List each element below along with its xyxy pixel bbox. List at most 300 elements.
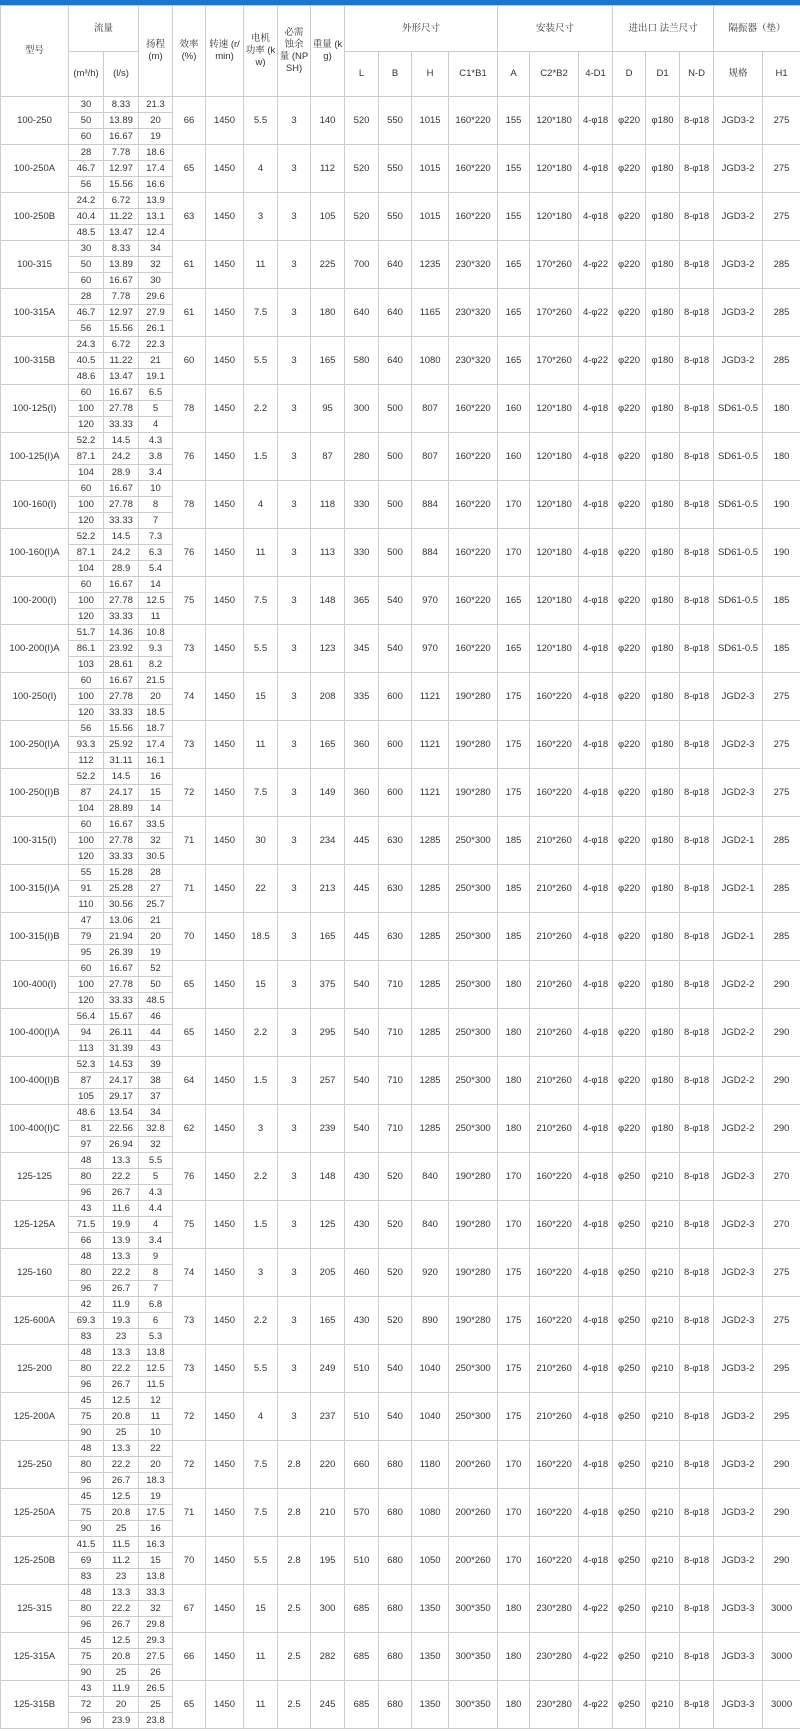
cell-C1B1: 250*300	[449, 1345, 498, 1393]
cell-flow-ls: 24.2	[104, 545, 139, 561]
cell-head: 13.9	[139, 193, 173, 209]
cell-flow-ls: 25	[104, 1665, 139, 1681]
cell-D1: φ180	[646, 289, 680, 337]
header-isolator: 隔振器（垫）	[714, 6, 800, 52]
cell-D1: φ180	[646, 865, 680, 913]
cell-H1: 275	[763, 97, 800, 145]
cell-flow-ls: 13.47	[104, 225, 139, 241]
cell-head: 13.8	[139, 1345, 173, 1361]
cell-B: 520	[379, 1201, 412, 1249]
cell-flow-ls: 27.78	[104, 689, 139, 705]
cell-head: 7	[139, 1281, 173, 1297]
cell-ND: 8-φ18	[680, 1201, 714, 1249]
cell-head: 33.5	[139, 817, 173, 833]
cell-flow-m3h: 45	[69, 1633, 104, 1649]
cell-flow-ls: 12.5	[104, 1633, 139, 1649]
cell-C1B1: 250*300	[449, 1009, 498, 1057]
cell-L: 540	[345, 961, 379, 1009]
cell-eff: 71	[173, 865, 206, 913]
cell-flow-m3h: 75	[69, 1409, 104, 1425]
cell-C2B2: 120*180	[530, 481, 579, 529]
cell-flow-m3h: 96	[69, 1377, 104, 1393]
cell-model: 100-315(I)B	[1, 913, 69, 961]
cell-model: 100-200(I)A	[1, 625, 69, 673]
cell-flow-m3h: 113	[69, 1041, 104, 1057]
cell-C1B1: 250*300	[449, 913, 498, 961]
cell-power: 15	[244, 961, 278, 1009]
cell-spec: JGD2-2	[714, 1057, 763, 1105]
cell-flow-m3h: 90	[69, 1521, 104, 1537]
header-4D1: 4-D1	[579, 52, 613, 97]
cell-D4: 4-φ18	[579, 385, 613, 433]
cell-flow-m3h: 52.2	[69, 769, 104, 785]
cell-D: φ250	[613, 1393, 646, 1441]
cell-eff: 66	[173, 1633, 206, 1681]
table-row	[1, 385, 800, 401]
cell-speed: 1450	[206, 913, 244, 961]
cell-eff: 75	[173, 577, 206, 625]
cell-H1: 290	[763, 1537, 800, 1585]
cell-spec: JGD2-3	[714, 1297, 763, 1345]
cell-A: 175	[498, 721, 530, 769]
cell-H: 1350	[412, 1585, 449, 1633]
cell-flow-ls: 13.47	[104, 369, 139, 385]
cell-weight: 208	[311, 673, 345, 721]
cell-flow-m3h: 95	[69, 945, 104, 961]
cell-weight: 165	[311, 721, 345, 769]
cell-B: 630	[379, 817, 412, 865]
cell-flow-ls: 33.33	[104, 993, 139, 1009]
cell-flow-ls: 22.2	[104, 1361, 139, 1377]
cell-eff: 71	[173, 1489, 206, 1537]
cell-flow-ls: 20	[104, 1697, 139, 1713]
cell-eff: 74	[173, 1249, 206, 1297]
cell-speed: 1450	[206, 1393, 244, 1441]
header-A: A	[498, 52, 530, 97]
cell-B: 550	[379, 193, 412, 241]
cell-ND: 8-φ18	[680, 1441, 714, 1489]
table-row	[1, 289, 800, 305]
cell-power: 5.5	[244, 337, 278, 385]
cell-D4: 4-φ18	[579, 1345, 613, 1393]
cell-H1: 275	[763, 721, 800, 769]
cell-head: 27.9	[139, 305, 173, 321]
cell-C1B1: 190*280	[449, 769, 498, 817]
cell-H1: 285	[763, 913, 800, 961]
cell-H: 1040	[412, 1393, 449, 1441]
cell-head: 52	[139, 961, 173, 977]
cell-speed: 1450	[206, 1345, 244, 1393]
cell-A: 180	[498, 1681, 530, 1729]
cell-flow-m3h: 56.4	[69, 1009, 104, 1025]
cell-speed: 1450	[206, 145, 244, 193]
cell-B: 710	[379, 1009, 412, 1057]
cell-C2B2: 160*220	[530, 1153, 579, 1201]
cell-model: 100-125(I)	[1, 385, 69, 433]
cell-flow-m3h: 48	[69, 1153, 104, 1169]
cell-power: 4	[244, 481, 278, 529]
cell-flow-ls: 26.11	[104, 1025, 139, 1041]
cell-flow-ls: 20.8	[104, 1409, 139, 1425]
cell-speed: 1450	[206, 673, 244, 721]
cell-C2B2: 120*180	[530, 577, 579, 625]
cell-ND: 8-φ18	[680, 289, 714, 337]
cell-D: φ250	[613, 1633, 646, 1681]
cell-D: φ220	[613, 529, 646, 577]
table-row	[1, 193, 800, 209]
cell-flow-ls: 7.78	[104, 289, 139, 305]
table-row	[1, 721, 800, 737]
cell-D1: φ180	[646, 433, 680, 481]
cell-head: 26	[139, 1665, 173, 1681]
cell-C2B2: 170*260	[530, 337, 579, 385]
cell-D1: φ180	[646, 961, 680, 1009]
cell-L: 510	[345, 1345, 379, 1393]
cell-head: 37	[139, 1089, 173, 1105]
cell-D4: 4-φ18	[579, 721, 613, 769]
cell-D: φ220	[613, 1057, 646, 1105]
header-C1B1: C1*B1	[449, 52, 498, 97]
cell-head: 22	[139, 1441, 173, 1457]
cell-spec: JGD2-1	[714, 865, 763, 913]
cell-flow-m3h: 80	[69, 1169, 104, 1185]
cell-ND: 8-φ18	[680, 769, 714, 817]
cell-D4: 4-φ18	[579, 433, 613, 481]
cell-flow-ls: 16.67	[104, 129, 139, 145]
cell-head: 18.7	[139, 721, 173, 737]
cell-flow-ls: 11.9	[104, 1297, 139, 1313]
cell-flow-m3h: 120	[69, 609, 104, 625]
cell-flow-m3h: 87	[69, 785, 104, 801]
cell-ND: 8-φ18	[680, 961, 714, 1009]
cell-weight: 105	[311, 193, 345, 241]
cell-weight: 148	[311, 577, 345, 625]
cell-flow-ls: 22.2	[104, 1265, 139, 1281]
cell-speed: 1450	[206, 241, 244, 289]
cell-power: 22	[244, 865, 278, 913]
cell-flow-m3h: 120	[69, 513, 104, 529]
cell-head: 16	[139, 1521, 173, 1537]
cell-H1: 285	[763, 817, 800, 865]
cell-D: φ220	[613, 1009, 646, 1057]
cell-L: 540	[345, 1105, 379, 1153]
cell-D4: 4-φ22	[579, 241, 613, 289]
header-install: 安装尺寸	[498, 6, 613, 52]
cell-eff: 72	[173, 1393, 206, 1441]
cell-H1: 290	[763, 1489, 800, 1537]
cell-flow-m3h: 104	[69, 801, 104, 817]
cell-H1: 275	[763, 145, 800, 193]
cell-H1: 285	[763, 337, 800, 385]
cell-B: 550	[379, 145, 412, 193]
cell-head: 19	[139, 129, 173, 145]
cell-H1: 285	[763, 865, 800, 913]
cell-weight: 123	[311, 625, 345, 673]
cell-flow-m3h: 48	[69, 1249, 104, 1265]
table-row	[1, 817, 800, 833]
cell-spec: JGD2-3	[714, 1249, 763, 1297]
cell-flow-m3h: 52.2	[69, 433, 104, 449]
cell-flow-ls: 22.56	[104, 1121, 139, 1137]
cell-head: 21.3	[139, 97, 173, 113]
cell-speed: 1450	[206, 1633, 244, 1681]
cell-H: 970	[412, 577, 449, 625]
cell-D1: φ180	[646, 241, 680, 289]
table-row	[1, 481, 800, 497]
cell-model: 100-250A	[1, 145, 69, 193]
cell-D4: 4-φ18	[579, 529, 613, 577]
cell-npsh: 2.5	[278, 1633, 311, 1681]
cell-D: φ220	[613, 577, 646, 625]
cell-C1B1: 190*280	[449, 673, 498, 721]
cell-weight: 375	[311, 961, 345, 1009]
header-H1: H1	[763, 52, 800, 97]
cell-power: 5.5	[244, 97, 278, 145]
cell-flow-ls: 13.06	[104, 913, 139, 929]
cell-head: 7.3	[139, 529, 173, 545]
cell-flow-ls: 16.67	[104, 577, 139, 593]
cell-eff: 65	[173, 1681, 206, 1729]
cell-eff: 76	[173, 529, 206, 577]
cell-C2B2: 160*220	[530, 1537, 579, 1585]
cell-A: 175	[498, 769, 530, 817]
cell-D: φ220	[613, 481, 646, 529]
cell-spec: JGD2-2	[714, 961, 763, 1009]
cell-power: 4	[244, 1393, 278, 1441]
cell-head: 18.3	[139, 1473, 173, 1489]
cell-model: 100-200(I)	[1, 577, 69, 625]
cell-B: 710	[379, 1105, 412, 1153]
cell-L: 430	[345, 1201, 379, 1249]
cell-D: φ250	[613, 1345, 646, 1393]
cell-L: 580	[345, 337, 379, 385]
cell-ND: 8-φ18	[680, 1105, 714, 1153]
cell-flow-ls: 31.11	[104, 753, 139, 769]
cell-flow-ls: 12.97	[104, 161, 139, 177]
cell-flow-ls: 14.53	[104, 1057, 139, 1073]
cell-npsh: 3	[278, 97, 311, 145]
cell-D1: φ180	[646, 145, 680, 193]
table-row	[1, 1201, 800, 1217]
header-spec: 规格	[714, 52, 763, 97]
cell-D4: 4-φ18	[579, 1249, 613, 1297]
cell-weight: 87	[311, 433, 345, 481]
cell-flow-m3h: 56	[69, 321, 104, 337]
cell-speed: 1450	[206, 97, 244, 145]
cell-head: 46	[139, 1009, 173, 1025]
cell-ND: 8-φ18	[680, 1585, 714, 1633]
cell-flow-m3h: 50	[69, 113, 104, 129]
cell-A: 180	[498, 1105, 530, 1153]
cell-C1B1: 230*320	[449, 337, 498, 385]
cell-ND: 8-φ18	[680, 1153, 714, 1201]
cell-C2B2: 160*220	[530, 1297, 579, 1345]
cell-L: 460	[345, 1249, 379, 1297]
cell-C2B2: 210*260	[530, 913, 579, 961]
cell-eff: 61	[173, 241, 206, 289]
cell-B: 600	[379, 673, 412, 721]
cell-flow-ls: 20.8	[104, 1505, 139, 1521]
cell-C2B2: 120*180	[530, 625, 579, 673]
cell-D4: 4-φ22	[579, 337, 613, 385]
cell-flow-ls: 6.72	[104, 193, 139, 209]
cell-eff: 71	[173, 817, 206, 865]
cell-flow-m3h: 24.3	[69, 337, 104, 353]
cell-ND: 8-φ18	[680, 1681, 714, 1729]
cell-head: 8	[139, 497, 173, 513]
cell-H: 840	[412, 1201, 449, 1249]
cell-H: 1285	[412, 865, 449, 913]
cell-D1: φ180	[646, 1105, 680, 1153]
cell-D4: 4-φ18	[579, 481, 613, 529]
table-row	[1, 1297, 800, 1313]
cell-power: 2.2	[244, 1009, 278, 1057]
cell-flow-m3h: 56	[69, 177, 104, 193]
cell-C2B2: 160*220	[530, 1201, 579, 1249]
cell-C1B1: 200*260	[449, 1537, 498, 1585]
cell-head: 4.4	[139, 1201, 173, 1217]
cell-D1: φ210	[646, 1681, 680, 1729]
cell-head: 12	[139, 1393, 173, 1409]
cell-power: 1.5	[244, 433, 278, 481]
cell-L: 330	[345, 481, 379, 529]
cell-ND: 8-φ18	[680, 865, 714, 913]
cell-spec: JGD2-3	[714, 1153, 763, 1201]
cell-model: 100-250	[1, 97, 69, 145]
cell-L: 445	[345, 913, 379, 961]
cell-C2B2: 160*220	[530, 769, 579, 817]
header-dimensions: 外形尺寸	[345, 6, 498, 52]
cell-A: 175	[498, 1345, 530, 1393]
cell-flow-m3h: 100	[69, 497, 104, 513]
cell-H1: 3000	[763, 1633, 800, 1681]
cell-speed: 1450	[206, 1057, 244, 1105]
cell-ND: 8-φ18	[680, 337, 714, 385]
cell-flow-ls: 33.33	[104, 609, 139, 625]
cell-D1: φ180	[646, 529, 680, 577]
cell-flow-m3h: 90	[69, 1665, 104, 1681]
cell-flow-ls: 11.6	[104, 1201, 139, 1217]
header-weight: 重量 (kg)	[311, 6, 345, 97]
cell-C1B1: 190*280	[449, 1297, 498, 1345]
cell-npsh: 3	[278, 193, 311, 241]
cell-C2B2: 230*280	[530, 1633, 579, 1681]
cell-weight: 165	[311, 337, 345, 385]
cell-spec: JGD2-3	[714, 1201, 763, 1249]
cell-C2B2: 210*260	[530, 1345, 579, 1393]
cell-H1: 275	[763, 1249, 800, 1297]
cell-head: 29.8	[139, 1617, 173, 1633]
cell-flow-m3h: 24.2	[69, 193, 104, 209]
cell-ND: 8-φ18	[680, 241, 714, 289]
cell-C1B1: 230*320	[449, 241, 498, 289]
cell-flow-m3h: 48	[69, 1345, 104, 1361]
cell-flow-m3h: 94	[69, 1025, 104, 1041]
cell-ND: 8-φ18	[680, 193, 714, 241]
cell-head: 43	[139, 1041, 173, 1057]
table-row	[1, 865, 800, 881]
cell-C2B2: 210*260	[530, 817, 579, 865]
cell-ND: 8-φ18	[680, 673, 714, 721]
cell-D1: φ210	[646, 1153, 680, 1201]
cell-spec: JGD3-2	[714, 1489, 763, 1537]
cell-H: 884	[412, 481, 449, 529]
cell-flow-ls: 24.17	[104, 785, 139, 801]
cell-head: 19.1	[139, 369, 173, 385]
cell-spec: JGD3-3	[714, 1681, 763, 1729]
cell-flow-ls: 8.33	[104, 241, 139, 257]
table-header	[1, 6, 800, 97]
cell-flow-ls: 23.9	[104, 1713, 139, 1729]
cell-flow-ls: 16.67	[104, 961, 139, 977]
cell-eff: 75	[173, 1201, 206, 1249]
cell-flow-m3h: 48.6	[69, 1105, 104, 1121]
cell-C1B1: 250*300	[449, 961, 498, 1009]
cell-model: 100-250B	[1, 193, 69, 241]
cell-npsh: 3	[278, 1201, 311, 1249]
cell-H: 1285	[412, 961, 449, 1009]
cell-C1B1: 250*300	[449, 1393, 498, 1441]
cell-ND: 8-φ18	[680, 385, 714, 433]
cell-D: φ220	[613, 817, 646, 865]
cell-flow-ls: 13.3	[104, 1585, 139, 1601]
cell-head: 6.8	[139, 1297, 173, 1313]
cell-D: φ250	[613, 1153, 646, 1201]
cell-npsh: 2.8	[278, 1537, 311, 1585]
cell-model: 100-250(I)A	[1, 721, 69, 769]
cell-B: 500	[379, 385, 412, 433]
cell-A: 170	[498, 1201, 530, 1249]
cell-H: 1235	[412, 241, 449, 289]
header-flow-ls: (l/s)	[104, 52, 139, 97]
cell-flow-m3h: 60	[69, 577, 104, 593]
cell-npsh: 3	[278, 1249, 311, 1297]
cell-model: 100-400(I)	[1, 961, 69, 1009]
cell-head: 27	[139, 881, 173, 897]
cell-flow-ls: 16.67	[104, 273, 139, 289]
cell-C2B2: 120*180	[530, 97, 579, 145]
cell-eff: 70	[173, 913, 206, 961]
cell-spec: SD61-0.5	[714, 625, 763, 673]
cell-C2B2: 170*260	[530, 241, 579, 289]
cell-D1: φ210	[646, 1393, 680, 1441]
cell-head: 20	[139, 1457, 173, 1473]
cell-model: 125-160	[1, 1249, 69, 1297]
cell-eff: 73	[173, 625, 206, 673]
cell-spec: JGD3-2	[714, 1345, 763, 1393]
cell-head: 11.5	[139, 1377, 173, 1393]
cell-H: 920	[412, 1249, 449, 1297]
cell-flow-m3h: 112	[69, 753, 104, 769]
cell-H: 1080	[412, 1489, 449, 1537]
cell-power: 5.5	[244, 625, 278, 673]
cell-D4: 4-φ22	[579, 289, 613, 337]
cell-speed: 1450	[206, 1105, 244, 1153]
cell-H: 884	[412, 529, 449, 577]
cell-head: 15	[139, 785, 173, 801]
cell-flow-ls: 16.67	[104, 385, 139, 401]
cell-head: 34	[139, 241, 173, 257]
cell-D: φ220	[613, 721, 646, 769]
table-row	[1, 1441, 800, 1457]
cell-eff: 62	[173, 1105, 206, 1153]
cell-model: 125-200	[1, 1345, 69, 1393]
cell-spec: SD61-0.5	[714, 577, 763, 625]
cell-H1: 290	[763, 1009, 800, 1057]
cell-weight: 125	[311, 1201, 345, 1249]
cell-speed: 1450	[206, 1489, 244, 1537]
cell-flow-m3h: 100	[69, 977, 104, 993]
